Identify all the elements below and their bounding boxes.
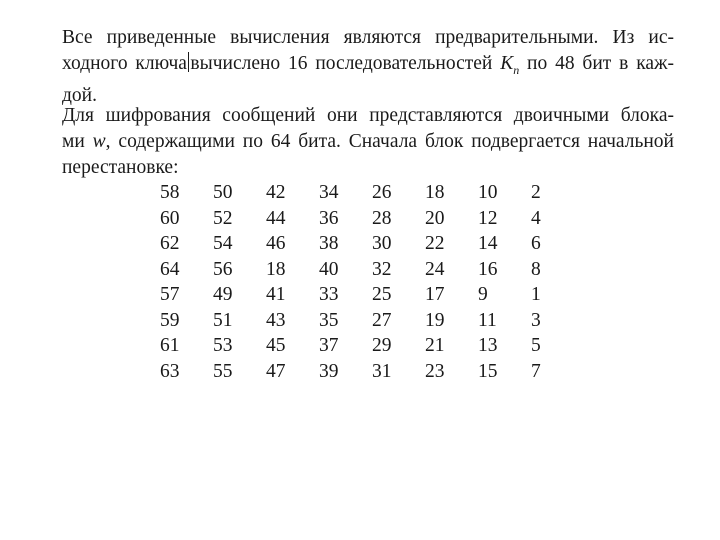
table-cell: 57 <box>160 284 180 305</box>
table-cell: 42 <box>266 182 286 203</box>
table-cell: 21 <box>425 335 445 356</box>
paragraph-1-line-2 <box>62 51 674 83</box>
variable-subscript: n <box>513 62 520 77</box>
table-cell: 31 <box>372 360 392 382</box>
table-cell: 51 <box>213 309 233 331</box>
table-cell: 34 <box>319 182 339 203</box>
text-fragment: вычислено 16 последовательностей <box>190 53 501 74</box>
table-cell: 1 <box>531 284 541 305</box>
table-cell: 53 <box>213 335 233 356</box>
table-cell: 17 <box>425 284 445 305</box>
table-cell: 60 <box>160 207 180 229</box>
paragraph-2 <box>62 103 674 181</box>
table-cell: 22 <box>425 233 445 254</box>
paragraph-1-line-1: Все приведенные вычисления являются предварительными. Из ис- <box>62 27 674 48</box>
table-cell: 9 <box>478 284 488 305</box>
table-row <box>160 206 585 232</box>
table-cell: 58 <box>160 182 180 203</box>
table-row <box>160 359 585 385</box>
paragraph-2-line-1: Для шифрования сообщений они представляются двоичными блока- <box>62 105 674 126</box>
table-cell: 18 <box>266 258 286 280</box>
paragraph-1 <box>62 25 674 109</box>
table-cell: 28 <box>372 207 392 229</box>
table-cell: 32 <box>372 258 392 280</box>
permutation-table <box>160 180 585 384</box>
table-cell: 36 <box>319 207 339 229</box>
table-cell: 33 <box>319 284 339 305</box>
table-cell: 16 <box>478 258 498 280</box>
table-cell: 3 <box>531 309 541 331</box>
table-row <box>160 308 585 334</box>
table-cell: 19 <box>425 309 445 331</box>
table-cell: 55 <box>213 360 233 382</box>
table-cell: 23 <box>425 360 445 382</box>
table-cell: 64 <box>160 258 180 280</box>
table-row <box>160 231 585 257</box>
table-cell: 59 <box>160 309 180 331</box>
table-cell: 8 <box>531 258 541 280</box>
table-cell: 37 <box>319 335 339 356</box>
table-cell: 5 <box>531 335 541 356</box>
table-cell: 50 <box>213 182 233 203</box>
table-row <box>160 180 585 206</box>
text-fragment: по 48 бит в каж- <box>519 53 674 74</box>
paragraph-2-line-3: перестановке: <box>62 157 179 178</box>
table-cell: 61 <box>160 335 180 356</box>
table-cell: 49 <box>213 284 233 305</box>
table-cell: 56 <box>213 258 233 280</box>
table-cell: 14 <box>478 233 498 254</box>
table-cell: 10 <box>478 182 498 203</box>
table-cell: 62 <box>160 233 180 254</box>
table-row <box>160 333 585 359</box>
table-cell: 41 <box>266 284 286 305</box>
table-cell: 7 <box>531 360 541 382</box>
table-cell: 47 <box>266 360 286 382</box>
table-cell: 38 <box>319 233 339 254</box>
table-cell: 2 <box>531 182 541 203</box>
table-cell: 26 <box>372 182 392 203</box>
table-cell: 54 <box>213 233 233 254</box>
table-row <box>160 282 585 308</box>
table-cell: 20 <box>425 207 445 229</box>
table-cell: 12 <box>478 207 498 229</box>
table-cell: 35 <box>319 309 339 331</box>
table-cell: 25 <box>372 284 392 305</box>
table-cell: 46 <box>266 233 286 254</box>
table-row <box>160 257 585 283</box>
table-cell: 11 <box>478 309 497 331</box>
table-cell: 52 <box>213 207 233 229</box>
table-cell: 44 <box>266 207 286 229</box>
table-cell: 15 <box>478 360 498 382</box>
text-fragment: ходного ключа <box>62 53 187 74</box>
table-cell: 45 <box>266 335 286 356</box>
table-cell: 18 <box>425 182 445 203</box>
text-fragment: ми <box>62 131 93 152</box>
table-cell: 27 <box>372 309 392 331</box>
table-cell: 24 <box>425 258 445 280</box>
table-cell: 13 <box>478 335 498 356</box>
paragraph-2-line-2 <box>62 129 674 155</box>
table-cell: 39 <box>319 360 339 382</box>
table-cell: 30 <box>372 233 392 254</box>
paragraph-1-line-3: дой. <box>62 84 97 106</box>
variable-k: K <box>500 53 514 74</box>
table-cell: 43 <box>266 309 286 331</box>
table-cell: 4 <box>531 207 541 229</box>
table-cell: 6 <box>531 233 541 254</box>
table-cell: 63 <box>160 360 180 382</box>
table-cell: 29 <box>372 335 392 356</box>
text-fragment: , содержащими по 64 бита. Сначала блок подвергается начальной <box>105 131 674 152</box>
variable-w: w <box>92 131 106 152</box>
table-cell: 40 <box>319 258 339 280</box>
